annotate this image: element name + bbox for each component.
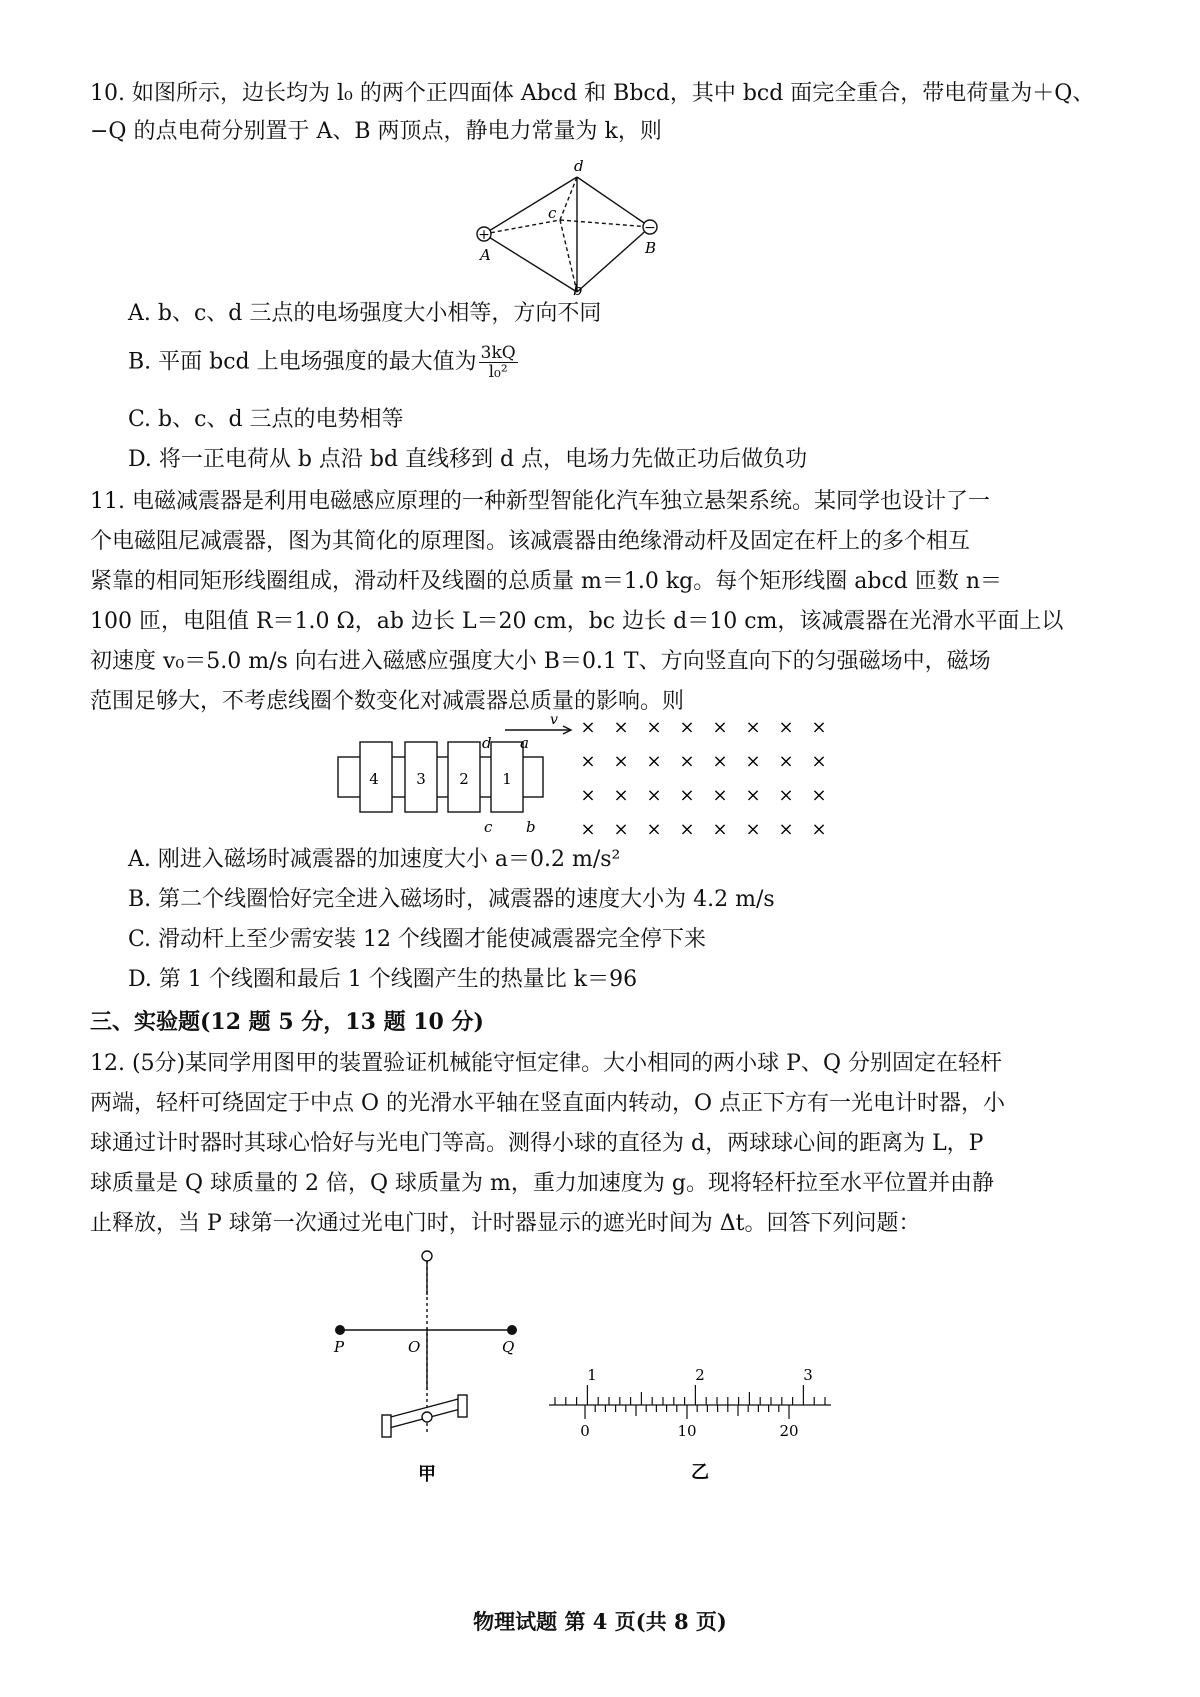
label-A: A bbox=[480, 246, 491, 264]
main-scale-label-2: 2 bbox=[695, 1366, 705, 1384]
coil-1-label: 1 bbox=[502, 770, 512, 788]
q10-option-c: C. b、c、d 三点的电势相等 bbox=[128, 407, 404, 432]
field-cross-mark: × bbox=[778, 785, 794, 806]
field-cross-mark: × bbox=[745, 819, 761, 840]
field-cross-mark: × bbox=[679, 751, 695, 772]
charge-minus-sign: − bbox=[644, 220, 656, 236]
q11-stem-line-4: 100 匝，电阻值 R＝1.0 Ω，ab 边长 L＝20 cm，bc 边长 d＝10 cm，该减震器在光滑水平面上以 bbox=[90, 609, 1064, 634]
field-cross-mark: × bbox=[811, 785, 827, 806]
photogate-center-circle bbox=[422, 1412, 432, 1422]
q10-option-b-fraction bbox=[479, 344, 518, 381]
q12-stem-line-5: 止释放，当 P 球第一次通过光电门时，计时器显示的遮光时间为 Δt。回答下列问题： bbox=[90, 1211, 921, 1236]
field-cross-mark: × bbox=[778, 819, 794, 840]
q11-stem-line-2: 个电磁阻尼减震器，图为其简化的原理图。该减震器由绝缘滑动杆及固定在杆上的多个相互 bbox=[90, 529, 971, 554]
section-3-heading: 三、实验题(12 题 5 分，13 题 10 分) bbox=[90, 1009, 484, 1035]
field-cross-mark: × bbox=[712, 717, 728, 738]
q10-option-b-text: B. 平面 bcd 上电场强度的最大值为 bbox=[128, 349, 477, 375]
label-v: v bbox=[550, 712, 558, 728]
fraction-denominator: l₀² bbox=[488, 362, 508, 382]
damper-figure bbox=[330, 712, 850, 842]
field-cross-mark: × bbox=[679, 785, 695, 806]
field-cross-mark: × bbox=[613, 819, 629, 840]
label-O: O bbox=[408, 1338, 421, 1356]
label-d: d bbox=[482, 734, 492, 752]
vernier-label-20: 20 bbox=[779, 1422, 799, 1440]
q11-stem-line-3: 紧靠的相同矩形线圈组成，滑动杆及线圈的总质量 m＝1.0 kg。每个矩形线圈 abcd 匝数 n＝ bbox=[90, 569, 1003, 594]
field-cross-mark: × bbox=[778, 751, 794, 772]
q11-option-a: A. 刚进入磁场时减震器的加速度大小 a＝0.2 m/s² bbox=[128, 847, 621, 872]
tetrahedron-figure bbox=[460, 150, 720, 298]
page-footer: 物理试题 第 4 页(共 8 页) bbox=[473, 1609, 727, 1634]
label-B: B bbox=[645, 239, 657, 257]
field-cross-mark: × bbox=[613, 717, 629, 738]
vernier-caliper-figure-yi bbox=[545, 1360, 845, 1485]
charge-plus-sign: + bbox=[478, 227, 490, 243]
q11-stem-line-5: 初速度 v₀＝5.0 m/s 向右进入磁感应强度大小 B＝0.1 T、方向竖直向下的匀强磁场中，磁场 bbox=[90, 649, 991, 674]
coil-2-label: 2 bbox=[459, 770, 469, 788]
field-cross-mark: × bbox=[646, 785, 662, 806]
caption-jia: 甲 bbox=[418, 1464, 436, 1485]
label-b: b bbox=[526, 818, 536, 836]
q11-option-c: C. 滑动杆上至少需安装 12 个线圈才能使减震器完全停下来 bbox=[128, 927, 707, 952]
vernier-label-0: 0 bbox=[580, 1422, 590, 1440]
field-cross-mark: × bbox=[613, 785, 629, 806]
main-scale-ticks bbox=[555, 1385, 825, 1405]
field-cross-mark: × bbox=[778, 717, 794, 738]
field-cross-mark: × bbox=[712, 819, 728, 840]
label-c: c bbox=[484, 818, 493, 836]
label-d: d bbox=[574, 157, 584, 175]
q10-stem-line-2: −Q 的点电荷分别置于 A、B 两顶点，静电力常量为 k，则 bbox=[90, 119, 662, 144]
edge-c-B bbox=[560, 220, 650, 227]
q11-stem-line-1: 11. 电磁减震器是利用电磁感应原理的一种新型智能化汽车独立悬架系统。某同学也设计了一 bbox=[90, 489, 990, 514]
field-cross-mark: × bbox=[745, 785, 761, 806]
ball-Q bbox=[507, 1325, 517, 1335]
fraction-numerator: 3kQ bbox=[480, 343, 516, 363]
field-cross-mark: × bbox=[811, 717, 827, 738]
field-cross-mark: × bbox=[613, 751, 629, 772]
vernier-scale-ticks bbox=[585, 1405, 789, 1419]
field-cross-mark: × bbox=[646, 819, 662, 840]
q11-stem-line-6: 范围足够大，不考虑线圈个数变化对减震器总质量的影响。则 bbox=[90, 689, 685, 714]
q12-stem-line-3: 球通过计时器时其球心恰好与光电门等高。测得小球的直径为 d，两球球心间的距离为 L，P bbox=[90, 1131, 984, 1156]
label-Q: Q bbox=[502, 1338, 515, 1356]
main-scale-label-1: 1 bbox=[587, 1366, 597, 1384]
field-cross-mark: × bbox=[679, 717, 695, 738]
q10-option-d: D. 将一正电荷从 b 点沿 bd 直线移到 d 点，电场力先做正功后做负功 bbox=[128, 447, 808, 472]
ball-P bbox=[335, 1325, 345, 1335]
q10-stem-line-1: 10. 如图所示，边长均为 l₀ 的两个正四面体 Abcd 和 Bbcd，其中 bcd 面完全重合，带电荷量为＋Q、 bbox=[90, 81, 1095, 106]
q10-option-b bbox=[128, 344, 518, 381]
field-cross-mark: × bbox=[679, 819, 695, 840]
main-scale-label-3: 3 bbox=[803, 1366, 813, 1384]
field-cross-mark: × bbox=[580, 785, 596, 806]
field-cross-mark: × bbox=[580, 717, 596, 738]
top-pivot-circle bbox=[422, 1251, 432, 1261]
magnetic-field-grid bbox=[580, 717, 826, 840]
label-P: P bbox=[334, 1338, 345, 1356]
field-cross-mark: × bbox=[745, 751, 761, 772]
field-cross-mark: × bbox=[811, 751, 827, 772]
q12-stem-line-4: 球质量是 Q 球质量的 2 倍，Q 球质量为 m，重力加速度为 g。现将轻杆拉至水平位置并由静 bbox=[90, 1171, 994, 1196]
edge-A-b bbox=[484, 234, 577, 292]
q12-stem-line-1: 12. (5分)某同学用图甲的装置验证机械能守恒定律。大小相同的两小球 P、Q 分别固定在轻杆 bbox=[90, 1051, 1002, 1076]
edge-b-B bbox=[577, 227, 650, 292]
coil-4-label: 4 bbox=[369, 770, 379, 788]
field-cross-mark: × bbox=[646, 751, 662, 772]
apparatus-figure-jia bbox=[330, 1240, 540, 1500]
field-cross-mark: × bbox=[745, 717, 761, 738]
field-cross-mark: × bbox=[580, 819, 596, 840]
vernier-label-10: 10 bbox=[677, 1422, 697, 1440]
field-cross-mark: × bbox=[646, 717, 662, 738]
coil-3-label: 3 bbox=[416, 770, 426, 788]
photogate-right-post bbox=[458, 1395, 467, 1417]
field-cross-mark: × bbox=[580, 751, 596, 772]
q11-option-b: B. 第二个线圈恰好完全进入磁场时，减震器的速度大小为 4.2 m/s bbox=[128, 887, 775, 912]
q10-option-a: A. b、c、d 三点的电场强度大小相等，方向不同 bbox=[128, 301, 602, 326]
edge-d-B bbox=[577, 177, 650, 227]
field-cross-mark: × bbox=[712, 751, 728, 772]
q12-stem-line-2: 两端，轻杆可绕固定于中点 O 的光滑水平轴在竖直面内转动，O 点正下方有一光电计时器，小 bbox=[90, 1091, 1006, 1116]
label-c: c bbox=[548, 204, 557, 222]
field-cross-mark: × bbox=[712, 785, 728, 806]
field-cross-mark: × bbox=[811, 819, 827, 840]
photogate-left-post bbox=[382, 1415, 391, 1437]
edge-A-d bbox=[484, 177, 577, 234]
q11-option-d: D. 第 1 个线圈和最后 1 个线圈产生的热量比 k＝96 bbox=[128, 967, 638, 992]
edge-c-d bbox=[560, 177, 577, 220]
label-b: b bbox=[573, 281, 583, 298]
caption-yi: 乙 bbox=[691, 1462, 709, 1483]
label-a: a bbox=[520, 734, 529, 752]
